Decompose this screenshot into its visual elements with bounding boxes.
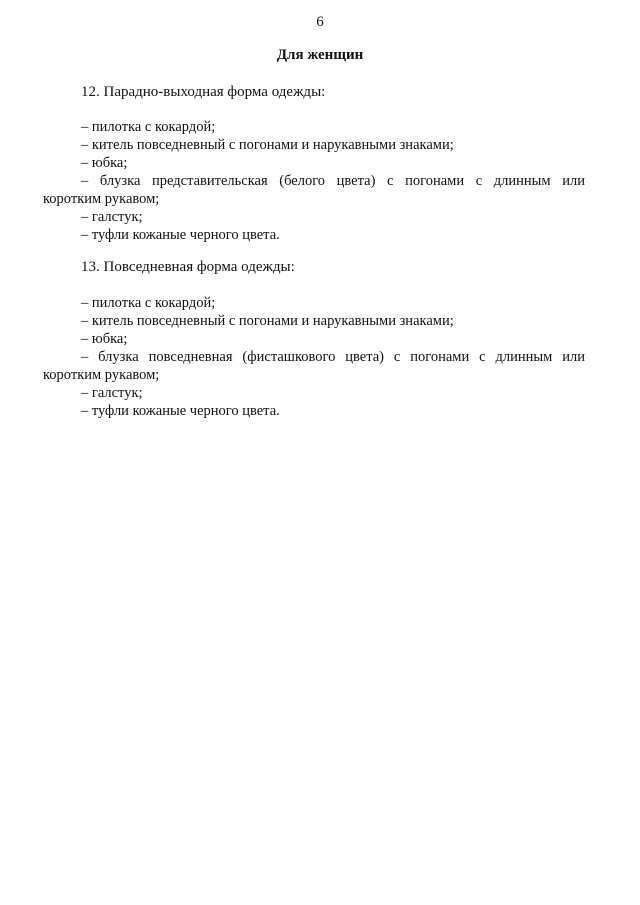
section-13-item-skirt: – юбка; <box>81 331 128 347</box>
section-13-item-blouse: – блузка повседневная (фисташкового цвета) с погонами с длинным или <box>81 349 585 365</box>
section-12-item-shoes: – туфли кожаные черного цвета. <box>81 227 280 243</box>
section-12-item-cap: – пилотка с кокардой; <box>81 119 216 135</box>
page-number: 6 <box>316 14 324 30</box>
section-13-item-jacket: – китель повседневный с погонами и нарукавными знаками; <box>81 313 454 329</box>
section-12-item-jacket: – китель повседневный с погонами и нарукавными знаками; <box>81 137 454 153</box>
section-12-item-blouse: – блузка представительская (белого цвета) с погонами с длинным или <box>81 173 585 189</box>
section-heading: Для женщин <box>276 47 364 63</box>
section-12-item-blouse-continued: коротким рукавом; <box>43 191 160 207</box>
section-12-item-skirt: – юбка; <box>81 155 128 171</box>
section-12-title: 12. Парадно-выходная форма одежды: <box>81 84 326 100</box>
section-13-title: 13. Повседневная форма одежды: <box>81 259 295 275</box>
section-13-item-cap: – пилотка с кокардой; <box>81 295 216 311</box>
section-13-item-shoes: – туфли кожаные черного цвета. <box>81 403 280 419</box>
section-13-item-blouse-continued: коротким рукавом; <box>43 367 160 383</box>
section-13-item-tie: – галстук; <box>81 385 143 401</box>
section-12-item-tie: – галстук; <box>81 209 143 225</box>
